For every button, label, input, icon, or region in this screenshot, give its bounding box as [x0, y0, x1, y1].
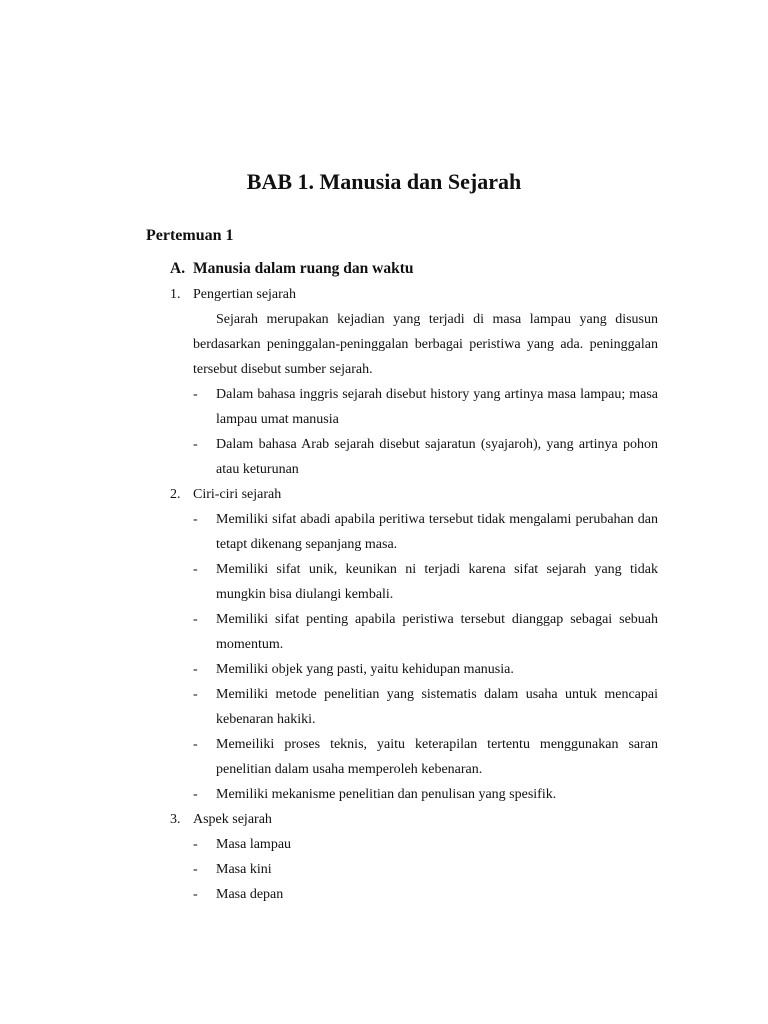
- bullet-marker: -: [193, 837, 198, 852]
- list-item-2: [170, 482, 658, 507]
- bullet-marker: -: [193, 662, 198, 677]
- bullet-item: [170, 882, 658, 907]
- bullet-item: [170, 732, 658, 782]
- list-item-heading: Ciri-ciri sejarah: [193, 487, 282, 502]
- bullet-marker: -: [193, 687, 198, 702]
- chapter-title: BAB 1. Manusia dan Sejarah: [246, 169, 522, 194]
- list-item-1: [170, 282, 658, 307]
- bullet-item: [170, 832, 658, 857]
- list-number: 1.: [170, 287, 181, 302]
- bullet-marker: -: [193, 887, 198, 902]
- paragraph-text: Sejarah merupakan kejadian yang terjadi di masa lampau yang disusun berdasarkan peninggalan-peninggalan berbagai peristiwa yang ada. peninggalan tersebut disebut sumber sejarah.: [193, 312, 658, 377]
- bullet-text: Masa lampau: [216, 837, 292, 852]
- bullet-marker: -: [193, 787, 198, 802]
- bullet-item: [170, 782, 658, 807]
- bullet-item: [170, 857, 658, 882]
- bullet-text: Memiliki metode penelitian yang sistematis dalam usaha untuk mencapai kebenaran hakiki.: [216, 687, 658, 727]
- bullet-item: [170, 382, 658, 432]
- bullet-text: Dalam bahasa Arab sejarah disebut sajaratun (syajaroh), yang artinya pohon atau keturunan: [216, 437, 658, 477]
- paragraph: [170, 307, 658, 382]
- bullet-marker: -: [193, 562, 198, 577]
- bullet-item: [170, 432, 658, 482]
- bullet-text: Memeiliki proses teknis, yaitu keterapilan tertentu menggunakan saran penelitian dalam usaha memperoleh kebenaran.: [216, 737, 658, 777]
- bullet-marker: -: [193, 437, 198, 452]
- bullet-marker: -: [193, 737, 198, 752]
- bullet-item: [170, 657, 658, 682]
- bullet-text: Masa kini: [216, 862, 272, 877]
- document-body: [170, 282, 658, 907]
- bullet-text: Memiliki sifat penting apabila peristiwa tersebut dianggap sebagai sebuah momentum.: [216, 612, 658, 652]
- bullet-text: Masa depan: [216, 887, 284, 902]
- bullet-marker: -: [193, 512, 198, 527]
- bullet-text: Dalam bahasa inggris sejarah disebut history yang artinya masa lampau; masa lampau umat manusia: [216, 387, 658, 427]
- bullet-marker: -: [193, 387, 198, 402]
- list-number: 3.: [170, 812, 181, 827]
- bullet-marker: -: [193, 612, 198, 627]
- section-heading: [170, 259, 658, 279]
- bullet-item: [170, 557, 658, 607]
- bullet-item: [170, 507, 658, 557]
- bullet-text: Memiliki sifat unik, keunikan ni terjadi karena sifat sejarah yang tidak mungkin bisa diulangi kembali.: [216, 562, 658, 602]
- section-letter: A.: [170, 260, 186, 277]
- bullet-text: Memiliki mekanisme penelitian dan penulisan yang spesifik.: [216, 787, 557, 802]
- bullet-marker: -: [193, 862, 198, 877]
- bullet-text: Memiliki objek yang pasti, yaitu kehidupan manusia.: [216, 662, 514, 677]
- bullet-text: Memiliki sifat abadi apabila peritiwa tersebut tidak mengalami perubahan dan tetapt dikenang sepanjang masa.: [216, 512, 658, 552]
- list-item-heading: Pengertian sejarah: [193, 287, 297, 302]
- section-title: Manusia dalam ruang dan waktu: [193, 260, 414, 277]
- list-number: 2.: [170, 487, 181, 502]
- bullet-item: [170, 682, 658, 732]
- bullet-item: [170, 607, 658, 657]
- list-item-3: [170, 807, 658, 832]
- meeting-heading: Pertemuan 1: [146, 227, 234, 244]
- list-item-heading: Aspek sejarah: [193, 812, 272, 827]
